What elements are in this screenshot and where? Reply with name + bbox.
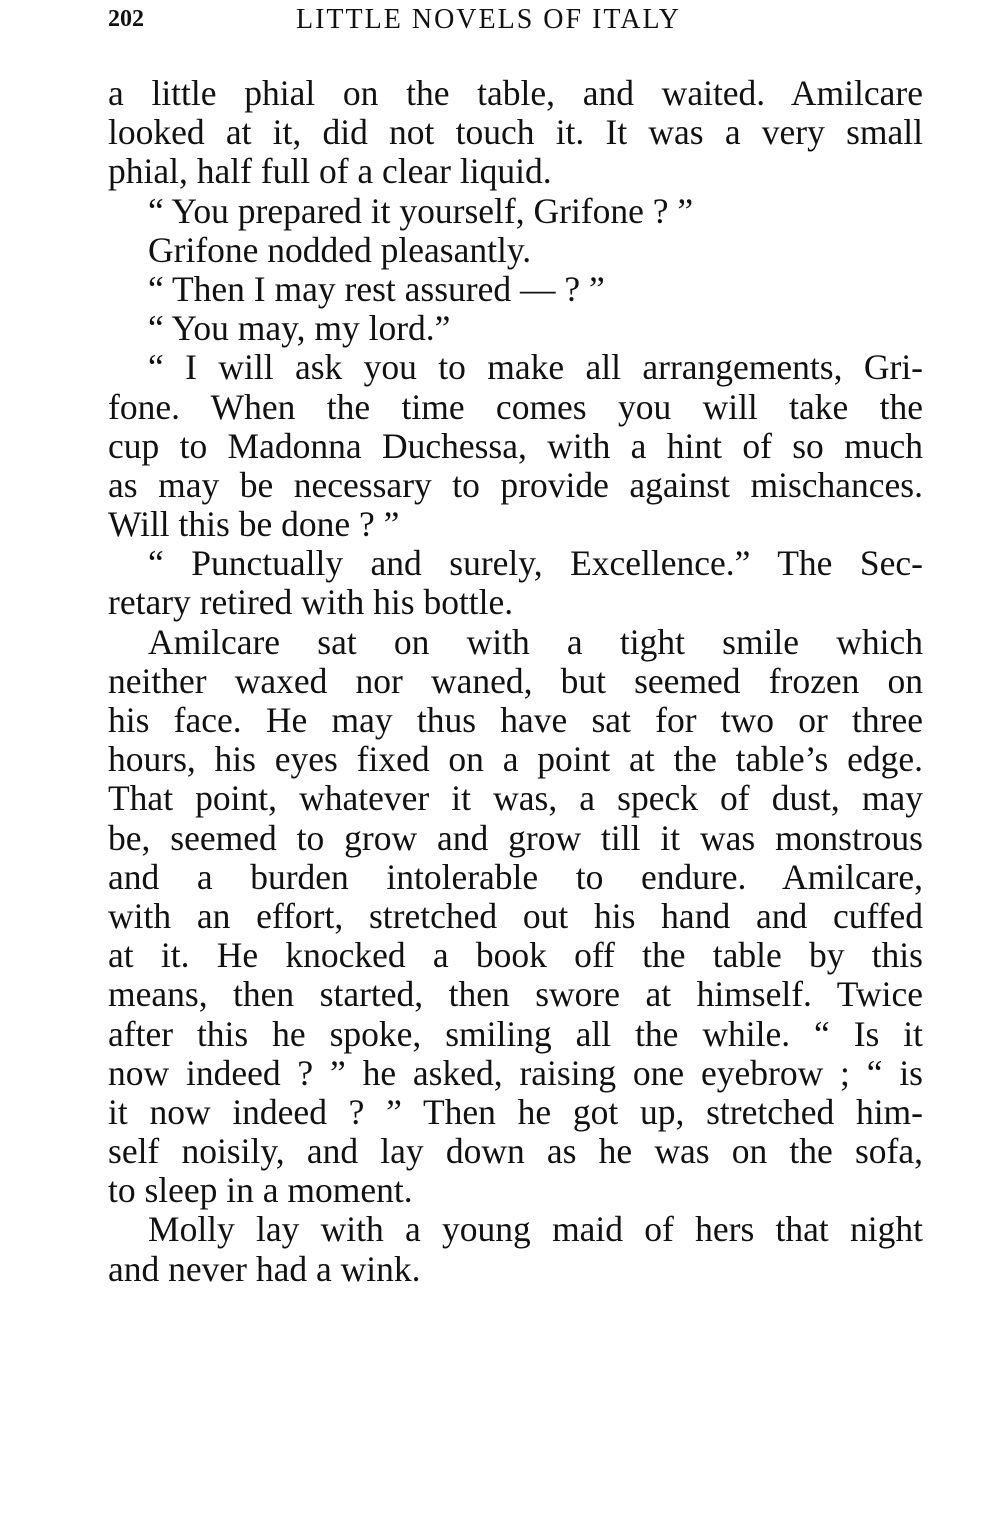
text-line: neither waxed nor waned, but seemed frozen on	[108, 660, 923, 701]
text-line: means, then started, then swore at himself. Twice	[108, 974, 923, 1015]
page-number: 202	[108, 6, 144, 32]
text-line: phial, half full of a clear liquid.	[108, 151, 552, 192]
text-line: be, seemed to grow and grow till it was monstrous	[108, 817, 923, 858]
text-line: Amilcare sat on with a tight smile which	[148, 621, 923, 662]
text-line: “ Then I may rest assured — ? ”	[148, 268, 605, 309]
text-line: “ You prepared it yourself, Grifone ? ”	[148, 190, 694, 231]
text-line: at it. He knocked a book off the table by this	[108, 935, 923, 976]
text-line: fone. When the time comes you will take the	[108, 386, 923, 427]
text-line: self noisily, and lay down as he was on the sofa,	[108, 1131, 923, 1172]
text-line: after this he spoke, smiling all the while. “ Is it	[108, 1013, 923, 1054]
text-line: That point, whatever it was, a speck of dust, may	[108, 778, 923, 819]
text-line: and never had a wink.	[108, 1248, 421, 1289]
text-line: as may be necessary to provide against mischances.	[108, 464, 923, 505]
text-line: a little phial on the table, and waited. Amilcare	[108, 73, 923, 113]
text-line: retary retired with his bottle.	[108, 582, 514, 623]
text-line: “ You may, my lord.”	[148, 308, 451, 349]
text-line: “ Punctually and surely, Excellence.” The Sec-	[148, 543, 923, 584]
text-line: Grifone nodded pleasantly.	[148, 229, 532, 270]
running-head: LITTLE NOVELS OF ITALY	[296, 4, 682, 35]
text-line: with an effort, stretched out his hand and cuffed	[108, 895, 923, 936]
text-line: it now indeed ? ” Then he got up, stretched him-	[108, 1091, 923, 1132]
text-line: hours, his eyes fixed on a point at the table’s edge.	[108, 739, 923, 780]
text-line: Will this be done ? ”	[108, 504, 400, 545]
text-line: cup to Madonna Duchessa, with a hint of so much	[108, 425, 923, 466]
text-line: now indeed ? ” he asked, raising one eyebrow ; “ is	[108, 1052, 923, 1093]
text-line: and a burden intolerable to endure. Amilcare,	[108, 856, 923, 897]
page-header	[0, 0, 1000, 40]
text-line: “ I will ask you to make all arrangements, Gri-	[148, 347, 923, 388]
body-text	[108, 74, 923, 1289]
text-line: looked at it, did not touch it. It was a very small	[108, 112, 923, 153]
text-line: Molly lay with a young maid of hers that night	[148, 1209, 923, 1250]
text-line: to sleep in a moment.	[108, 1170, 413, 1211]
text-line: his face. He may thus have sat for two or three	[108, 700, 923, 740]
